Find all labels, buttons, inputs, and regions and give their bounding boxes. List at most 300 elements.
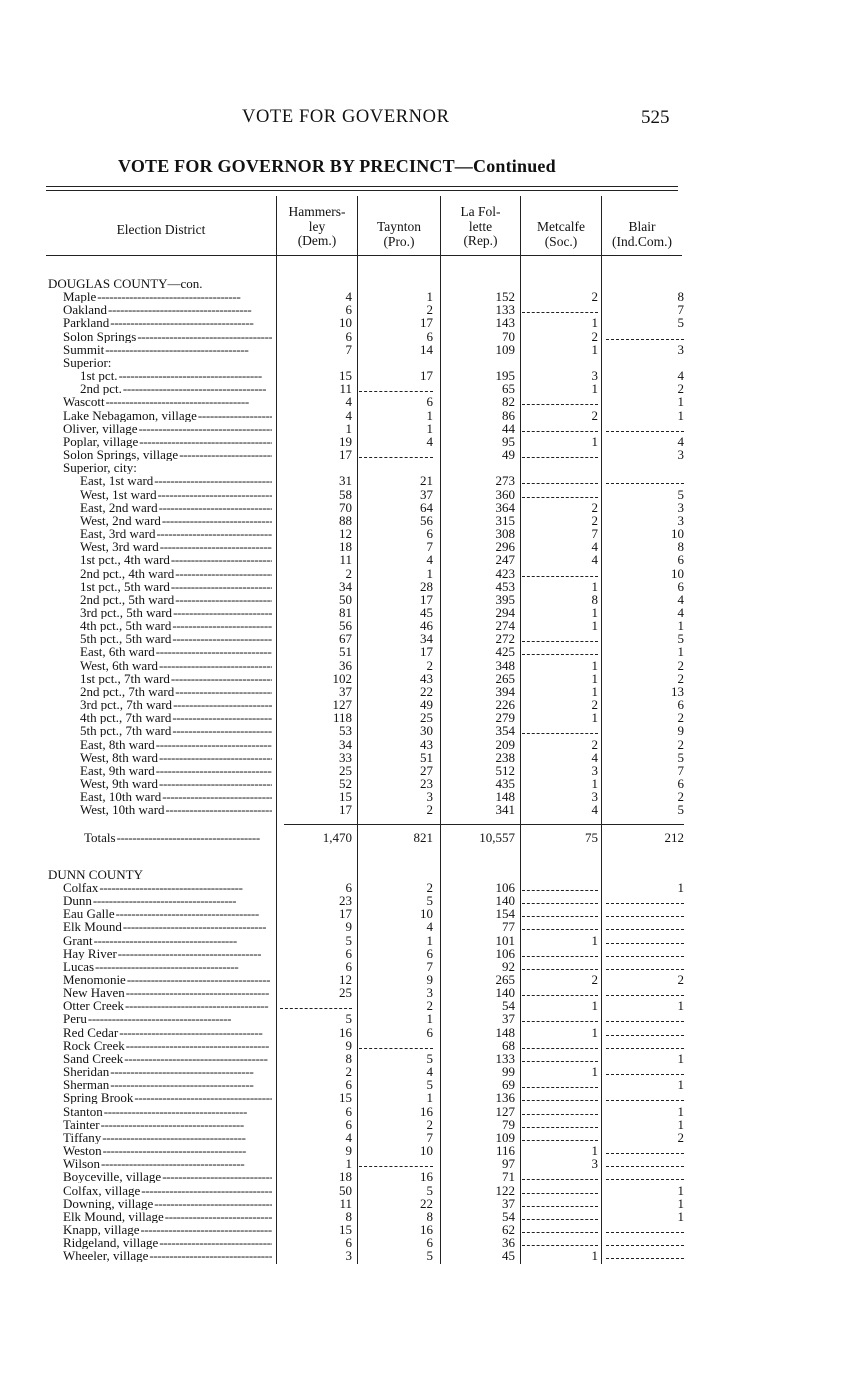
district-label: 2nd pct., 7th ward - - - [80, 685, 272, 698]
district-cell [48, 343, 272, 356]
vote-cell: 5 [677, 486, 684, 502]
vote-cell [522, 1021, 598, 1022]
district-label: East, 8th ward - - - [80, 738, 272, 751]
district-label: Oakland - - - [63, 303, 250, 316]
table-row [0, 803, 859, 816]
column-header-lafollette [441, 205, 520, 249]
vote-cell: 62 [502, 1222, 515, 1238]
vote-cell [606, 916, 684, 917]
vote-cell: 2 [591, 499, 598, 515]
vote-cell [522, 431, 598, 432]
district-cell [48, 474, 272, 487]
district-label: New Haven - - - [63, 986, 268, 999]
district-label: Colfax - - - [63, 881, 241, 894]
vote-cell: 43 [420, 670, 433, 686]
vote-cell: 106 [495, 945, 515, 961]
vote-cell: 512 [495, 762, 515, 778]
header-rule [46, 255, 682, 256]
vote-cell: 1 [591, 1024, 598, 1040]
vote-cell: 1 [591, 618, 598, 634]
vote-cell [606, 1245, 684, 1246]
vote-cell [606, 1048, 684, 1049]
vote-cell: 2 [591, 407, 598, 423]
district-label: Summit - - - [63, 343, 247, 356]
table-row [0, 738, 859, 751]
vote-cell: 50 [339, 1182, 352, 1198]
header-line: Blair [628, 219, 656, 234]
vote-cell: 86 [502, 407, 515, 423]
vote-cell: 34 [339, 736, 352, 752]
vote-cell: 4 [426, 919, 433, 935]
district-cell [48, 698, 272, 711]
district-cell [48, 1144, 272, 1157]
vote-cell: 1 [426, 932, 433, 948]
district-cell [48, 934, 272, 947]
district-cell [48, 685, 272, 698]
vote-cell: 6 [677, 552, 684, 568]
table-row [0, 422, 859, 435]
vote-cell: 7 [426, 958, 433, 974]
vote-cell: 226 [495, 697, 515, 713]
column-header-hammersley [277, 205, 357, 249]
vote-cell: 53 [339, 723, 352, 739]
district-label: 4th pct., 7th ward - - - [80, 711, 272, 724]
district-cell [48, 553, 272, 566]
vote-cell: 31 [339, 473, 352, 489]
district-label: Wascott - - - [63, 395, 247, 408]
vote-cell: 1 [345, 1156, 352, 1172]
vote-cell: 21 [420, 473, 433, 489]
vote-cell: 821 [413, 829, 433, 845]
column-header-blair [602, 220, 682, 249]
table-row [0, 659, 859, 672]
district-label: West, 3rd ward - - - [80, 540, 272, 553]
table-row [0, 567, 859, 580]
vote-cell: 4 [426, 552, 433, 568]
vote-cell: 4 [591, 749, 598, 765]
vote-cell: 273 [495, 473, 515, 489]
vote-cell [522, 1219, 598, 1220]
district-cell [48, 1065, 272, 1078]
vote-cell: 68 [502, 1037, 515, 1053]
vote-cell: 4 [345, 1129, 352, 1145]
vote-cell: 1 [677, 1116, 684, 1132]
district-label: 1st pct. - - - [80, 369, 260, 382]
vote-cell: 1 [426, 1011, 433, 1027]
vote-cell: 3 [345, 1248, 352, 1264]
vote-cell: 1 [591, 1248, 598, 1264]
vote-cell: 360 [495, 486, 515, 502]
district-cell [48, 540, 272, 553]
vote-cell: 394 [495, 683, 515, 699]
table-row [0, 1065, 859, 1078]
district-label: Spring Brook - - - [63, 1091, 272, 1104]
vote-cell: 8 [345, 1050, 352, 1066]
vote-cell: 133 [495, 1050, 515, 1066]
vote-cell: 6 [426, 328, 433, 344]
vote-cell: 95 [502, 433, 515, 449]
vote-cell: 70 [339, 499, 352, 515]
vote-cell [522, 641, 598, 642]
district-cell [48, 501, 272, 514]
vote-cell: 7 [426, 1129, 433, 1145]
vote-cell: 9 [345, 1143, 352, 1159]
district-label: Peru - - - [63, 1012, 230, 1025]
vote-cell: 3 [591, 762, 598, 778]
district-label: DOUGLAS COUNTY—con. [48, 277, 203, 290]
vote-cell: 274 [495, 618, 515, 634]
vote-cell: 2 [591, 972, 598, 987]
vote-cell: 341 [495, 802, 515, 818]
vote-cell: 5 [426, 1050, 433, 1066]
vote-cell: 67 [339, 631, 352, 647]
vote-cell: 4 [345, 407, 352, 423]
vote-cell: 8 [345, 1208, 352, 1224]
vote-cell: 140 [495, 893, 515, 909]
vote-cell: 4 [677, 591, 684, 607]
vote-cell: 6 [426, 1024, 433, 1040]
vote-cell [606, 995, 684, 996]
vote-cell: 5 [345, 1011, 352, 1027]
district-cell [48, 514, 272, 527]
vote-cell: 1 [677, 407, 684, 423]
vote-cell: 279 [495, 710, 515, 726]
district-label: 2nd pct., 5th ward - - - [80, 593, 272, 606]
vote-cell: 1 [591, 932, 598, 948]
vote-cell: 65 [502, 381, 515, 397]
vote-cell: 1 [591, 776, 598, 792]
district-cell [48, 777, 272, 790]
vote-cell [606, 431, 684, 432]
table-row [0, 435, 859, 448]
vote-cell: 15 [339, 789, 352, 805]
table-row [0, 764, 859, 777]
vote-cell: 92 [502, 958, 515, 974]
vote-cell: 5 [677, 315, 684, 331]
district-cell [48, 632, 272, 645]
table-title: VOTE FOR GOVERNOR BY PRECINCT—Continued [118, 156, 556, 176]
district-cell [48, 1105, 272, 1118]
vote-cell [359, 1048, 433, 1049]
district-cell [48, 369, 272, 382]
vote-cell: 15 [339, 1090, 352, 1106]
header-line: Taynton [376, 219, 422, 234]
table-row [0, 1197, 859, 1210]
district-cell [48, 986, 272, 999]
table-row [0, 409, 859, 422]
table-row [0, 868, 859, 881]
vote-cell: 88 [339, 512, 352, 528]
vote-cell: 1 [677, 1103, 684, 1119]
table-row [0, 1157, 859, 1170]
table-row [0, 1026, 859, 1039]
district-label: Otter Creek - - - [63, 999, 267, 1012]
vote-cell: 1 [345, 420, 352, 436]
vote-cell: 2 [426, 657, 433, 673]
vote-cell: 5 [426, 1182, 433, 1198]
table-row [0, 474, 859, 487]
district-label: Downing, village - - - [63, 1197, 272, 1210]
district-cell [48, 448, 272, 461]
vote-cell: 1 [591, 657, 598, 673]
vote-cell: 109 [495, 1129, 515, 1145]
district-label: East, 9th ward - - - [80, 764, 272, 777]
district-label: East, 1st ward - - - [80, 474, 272, 487]
district-label: West, 1st ward - - - [80, 488, 272, 501]
vote-cell: 17 [420, 591, 433, 607]
table-row [0, 382, 859, 395]
vote-cell: 4 [677, 368, 684, 384]
vote-cell: 4 [591, 539, 598, 555]
vote-cell: 11 [339, 1195, 352, 1211]
vote-cell: 247 [495, 552, 515, 568]
vote-cell: 425 [495, 644, 515, 660]
table-row [0, 1210, 859, 1223]
vote-cell: 1 [591, 381, 598, 397]
table-row [0, 1012, 859, 1025]
vote-cell: 5 [677, 749, 684, 765]
vote-cell: 30 [420, 723, 433, 739]
table-row [0, 672, 859, 685]
table-row [0, 488, 859, 501]
vote-cell: 70 [502, 328, 515, 344]
vote-cell: 28 [420, 578, 433, 594]
district-cell [48, 461, 272, 474]
district-cell [48, 303, 272, 316]
table-row [0, 685, 859, 698]
district-label: Lucas - - - [63, 960, 237, 973]
vote-cell: 8 [426, 1208, 433, 1224]
vote-cell: 12 [339, 526, 352, 542]
district-cell [48, 960, 272, 973]
vote-cell: 140 [495, 985, 515, 1001]
vote-cell: 75 [585, 829, 598, 845]
table-row [0, 881, 859, 894]
district-cell [48, 330, 272, 343]
district-cell [48, 672, 272, 685]
table-row [0, 514, 859, 527]
vote-cell: 64 [420, 499, 433, 515]
vote-cell: 1 [591, 433, 598, 449]
table-row [0, 894, 859, 907]
table-row [0, 540, 859, 553]
vote-cell: 81 [339, 605, 352, 620]
vote-cell: 17 [420, 368, 433, 384]
vote-cell: 13 [671, 683, 684, 699]
vote-cell: 49 [502, 447, 515, 463]
vote-cell: 7 [345, 341, 352, 357]
vote-cell: 49 [420, 697, 433, 713]
district-cell [48, 751, 272, 764]
district-cell [48, 567, 272, 580]
table-row [0, 1144, 859, 1157]
district-label: Wilson - - - [63, 1157, 243, 1170]
district-cell [48, 868, 272, 881]
district-cell [48, 1052, 272, 1065]
vote-cell [522, 1127, 598, 1128]
vote-cell: 1 [591, 1143, 598, 1159]
table-row [0, 1105, 859, 1118]
vote-cell: 238 [495, 749, 515, 765]
table-row [0, 1131, 859, 1144]
vote-cell: 3 [677, 512, 684, 528]
vote-cell: 101 [495, 932, 515, 948]
vote-cell: 15 [339, 368, 352, 384]
vote-cell: 109 [495, 341, 515, 357]
vote-cell: 1 [677, 1208, 684, 1224]
district-label: East, 10th ward - - - [80, 790, 272, 803]
vote-cell: 1 [591, 605, 598, 620]
totals-row [0, 831, 859, 844]
vote-cell: 133 [495, 302, 515, 318]
district-label: Solon Springs, village - - - [63, 448, 272, 461]
district-label: Elk Mound, village - - - [63, 1210, 272, 1223]
vote-cell: 152 [495, 289, 515, 305]
vote-cell [522, 312, 598, 313]
vote-cell: 97 [502, 1156, 515, 1172]
vote-cell: 18 [339, 539, 352, 555]
district-label: DUNN COUNTY [48, 867, 143, 881]
vote-cell [522, 576, 598, 577]
vote-cell [522, 1206, 598, 1207]
vote-cell: 16 [420, 1169, 433, 1185]
district-label: 3rd pct., 7th ward - - - [80, 698, 272, 711]
table-row [0, 973, 859, 986]
district-label: Maple - - - [63, 290, 239, 303]
vote-cell [522, 995, 598, 996]
vote-cell: 3 [677, 499, 684, 515]
district-cell [48, 973, 272, 986]
vote-cell: 209 [495, 736, 515, 752]
district-cell [48, 947, 272, 960]
vote-cell: 2 [426, 802, 433, 818]
vote-cell: 10 [671, 565, 684, 581]
district-label: Superior: [63, 355, 112, 369]
vote-cell: 56 [420, 512, 433, 528]
district-label: 5th pct., 7th ward - - - [80, 724, 272, 737]
vote-cell [606, 956, 684, 957]
vote-cell: 116 [495, 1143, 515, 1159]
vote-cell: 69 [502, 1077, 515, 1093]
district-cell [48, 409, 272, 422]
district-cell [48, 790, 272, 803]
district-label: Tainter - - - [63, 1118, 242, 1131]
table-row [0, 316, 859, 329]
vote-cell: 58 [339, 486, 352, 502]
vote-cell: 6 [677, 578, 684, 594]
vote-cell [606, 1021, 684, 1022]
vote-cell: 6 [426, 394, 433, 410]
vote-cell: 36 [502, 1235, 515, 1251]
vote-cell [606, 1100, 684, 1101]
vote-cell: 1 [677, 394, 684, 410]
vote-cell: 3 [591, 1156, 598, 1172]
district-cell [48, 764, 272, 777]
district-label: West, 8th ward - - - [80, 751, 272, 764]
vote-cell [522, 1140, 598, 1141]
district-cell [48, 831, 272, 844]
vote-cell: 435 [495, 776, 515, 792]
vote-cell: 2 [591, 736, 598, 752]
table-row [0, 461, 859, 474]
vote-cell: 43 [420, 736, 433, 752]
vote-cell: 1 [591, 998, 598, 1014]
vote-cell: 45 [502, 1248, 515, 1264]
vote-cell [522, 1193, 598, 1194]
table-row [0, 1078, 859, 1091]
column-header-taynton [358, 220, 440, 249]
vote-cell: 16 [420, 1103, 433, 1119]
vote-cell: 37 [420, 486, 433, 502]
vote-cell: 1 [677, 1182, 684, 1198]
district-label: Grant - - - [63, 934, 235, 947]
district-label: Oliver, village - - - [63, 422, 272, 435]
district-cell [48, 894, 272, 907]
vote-cell: 12 [339, 972, 352, 987]
vote-cell: 82 [502, 394, 515, 410]
table-row [0, 593, 859, 606]
vote-cell: 154 [495, 906, 515, 922]
table-row [0, 527, 859, 540]
vote-cell: 36 [339, 657, 352, 673]
table-row [0, 632, 859, 645]
vote-cell: 54 [502, 998, 515, 1014]
vote-cell: 5 [677, 802, 684, 818]
district-cell [48, 1236, 272, 1249]
district-label: West, 10th ward - - - [80, 803, 272, 816]
vote-cell: 1 [591, 315, 598, 331]
vote-cell: 16 [339, 1024, 352, 1040]
district-label: Hay River - - - [63, 947, 260, 960]
vote-cell: 46 [420, 618, 433, 634]
vote-cell: 136 [495, 1090, 515, 1106]
district-cell [48, 606, 272, 619]
vote-cell: 17 [420, 644, 433, 660]
district-label: East, 3rd ward - - - [80, 527, 272, 540]
vote-cell: 71 [502, 1169, 515, 1185]
vote-cell: 8 [591, 591, 598, 607]
district-label: 1st pct., 7th ward - - - [80, 672, 272, 685]
district-label: 1st pct., 5th ward - - - [80, 580, 272, 593]
vote-cell: 17 [420, 315, 433, 331]
header-line: ley [308, 218, 326, 234]
district-cell [48, 290, 272, 303]
vote-cell: 37 [502, 1011, 515, 1027]
table-row [0, 920, 859, 933]
vote-cell [522, 956, 598, 957]
district-label: Superior, city: [63, 461, 137, 475]
district-cell [48, 527, 272, 540]
vote-cell [606, 1258, 684, 1259]
vote-cell: 37 [339, 683, 352, 699]
vote-cell: 2 [426, 998, 433, 1014]
vote-cell: 16 [420, 1222, 433, 1238]
vote-cell: 8 [677, 539, 684, 555]
district-label: 2nd pct. - - - [80, 382, 265, 395]
district-label: Poplar, village - - - [63, 435, 272, 448]
vote-cell [522, 916, 598, 917]
vote-cell: 22 [420, 1195, 433, 1211]
top-rule-1 [46, 186, 678, 187]
table-row [0, 1223, 859, 1236]
district-cell [48, 881, 272, 894]
vote-cell: 2 [345, 1064, 352, 1080]
table-row [0, 619, 859, 632]
vote-cell: 4 [345, 289, 352, 305]
district-cell [48, 1210, 272, 1223]
vote-cell: 265 [495, 972, 515, 987]
table-row [0, 290, 859, 303]
